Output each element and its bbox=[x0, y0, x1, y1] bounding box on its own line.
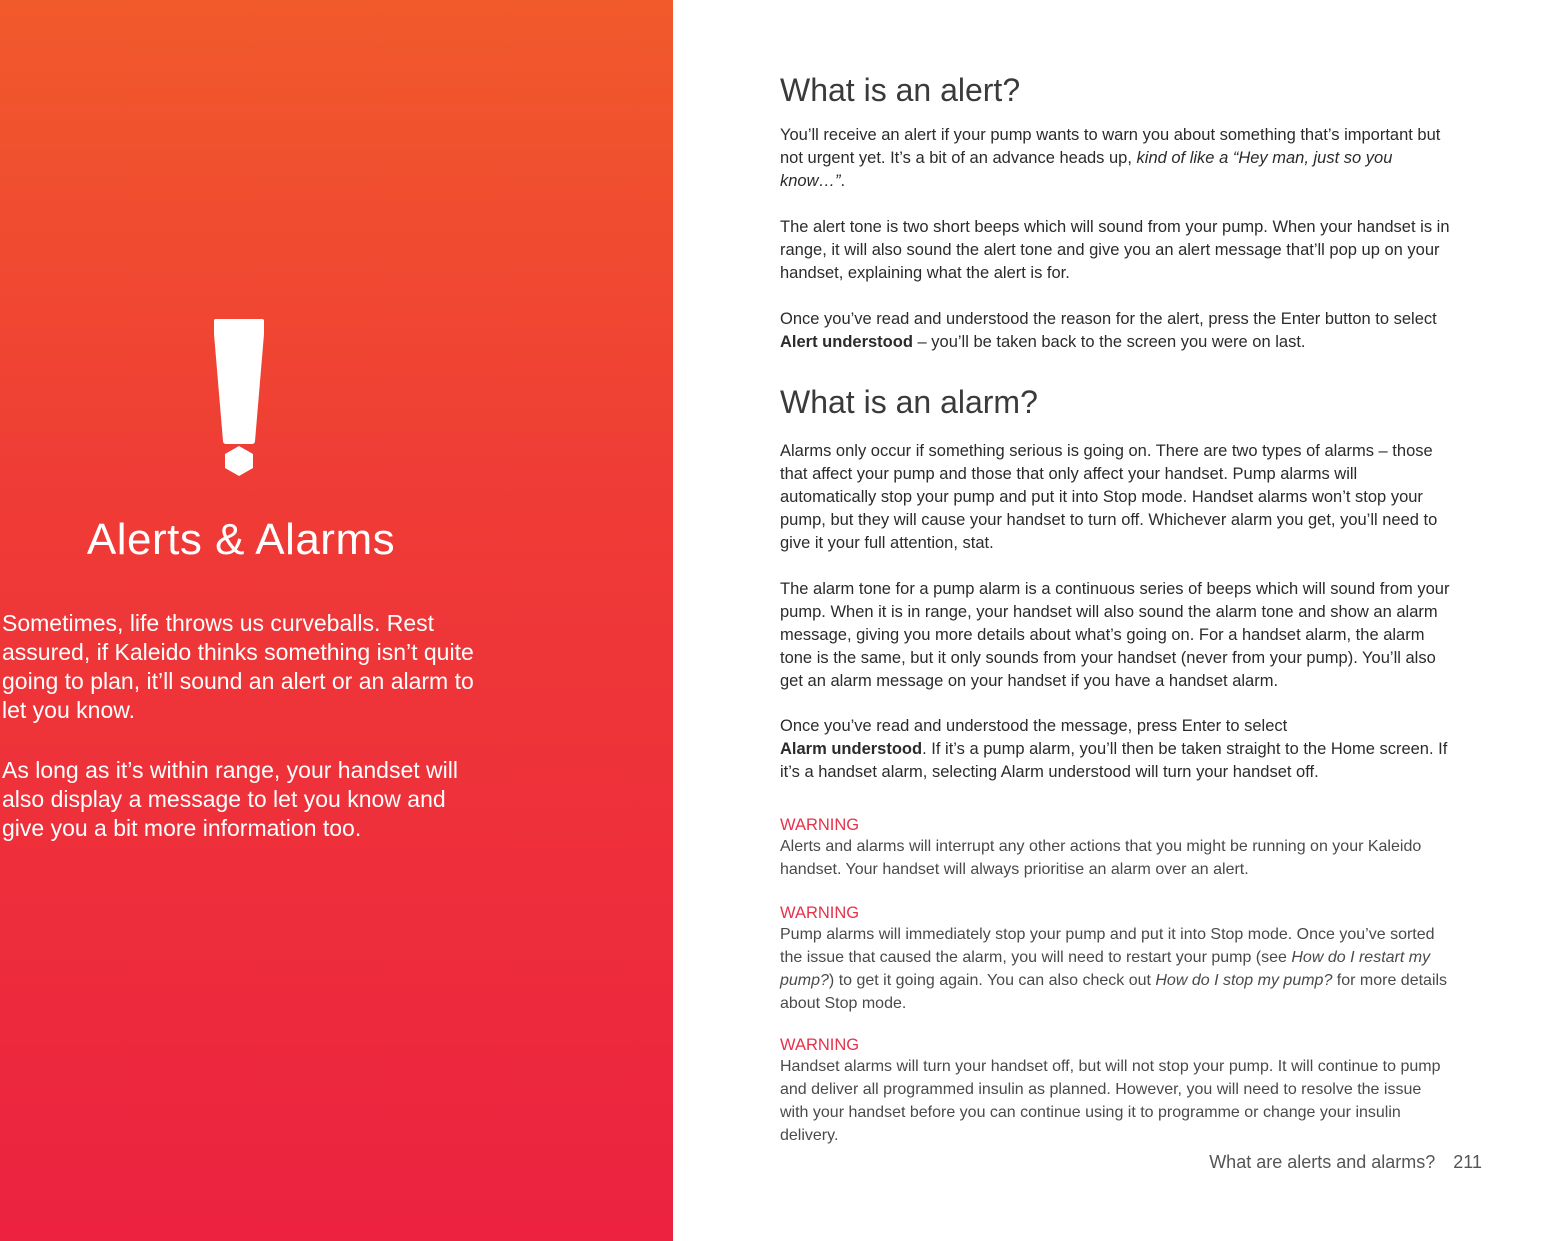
alarm-paragraph-1: Alarms only occur if something serious is going on. There are two types of alarms – those that affect your pump and those that only affect your handset. Pump alarms will automatically stop your pump and put it into Stop mode. Handset alarms won’t stop your pump, but they will cause your handset to turn off. Whichever alarm you get, you’ll need to give it your full attention, stat. bbox=[780, 442, 1438, 552]
alert-heading: What is an alert? bbox=[780, 72, 1021, 108]
chapter-cover-panel bbox=[0, 0, 673, 1241]
intro-paragraph-2: As long as it’s within range, your handset will also display a message to let you know and give you a bit more information too. bbox=[2, 757, 458, 841]
warning-label: WARNING bbox=[780, 816, 860, 834]
alert-paragraph-3: Once you’ve read and understood the reason for the alert, press the Enter button to select Alert understood – you’ll be taken back to the screen you were on last. bbox=[780, 310, 1437, 351]
footer-section-title: What are alerts and alarms? bbox=[1209, 1152, 1436, 1172]
exclamation-icon bbox=[214, 316, 264, 476]
alarm-heading: What is an alarm? bbox=[780, 384, 1038, 420]
warning-label: WARNING bbox=[780, 1036, 860, 1054]
warning-block-1 bbox=[780, 815, 1450, 881]
intro-paragraph-1: Sometimes, life throws us curveballs. Rest assured, if Kaleido thinks something isn’t quite going to plan, it’ll sound an alert or an alarm to let you know. bbox=[2, 610, 474, 723]
chapter-title: Alerts & Alarms bbox=[86, 515, 396, 564]
alarm-paragraph-2: The alarm tone for a pump alarm is a continuous series of beeps which will sound from your pump. When it is in range, your handset will also sound the alarm tone and show an alarm message, giving you more details about what’s going on. For a handset alarm, the alarm tone is the same, but it only sounds from your handset (never from your pump). You’ll also get an alarm message on your handset if you have a handset alarm. bbox=[780, 580, 1450, 690]
warning-text: Handset alarms will turn your handset off, but will not stop your pump. It will continue to pump and deliver all programmed insulin as planned. However, you will need to resolve the issue with your handset before you can continue using it to programme or change your insulin delivery. bbox=[780, 1058, 1441, 1144]
page-footer bbox=[1209, 1152, 1482, 1173]
alarm-paragraph-3: Once you’ve read and understood the message, press Enter to select Alarm understood. If it’s a pump alarm, you’ll then be taken straight to the Home screen. If it’s a handset alarm, selecting Alarm understood will turn your handset off. bbox=[780, 717, 1448, 781]
warning-text: Alerts and alarms will interrupt any other actions that you might be running on your Kaleido handset. Your handset will always prioritise an alarm over an alert. bbox=[780, 838, 1422, 878]
warning-text: Pump alarms will immediately stop your pump and put it into Stop mode. Once you’ve sorted the issue that caused the alarm, you will need to restart your pump (see How do I restart my pump?) to get it going again. You can also check out How do I stop my pump? for more details about Stop mode. bbox=[780, 926, 1448, 1012]
page-number: 211 bbox=[1453, 1152, 1482, 1172]
warning-label: WARNING bbox=[780, 904, 860, 922]
warning-block-3 bbox=[780, 1035, 1450, 1147]
warning-block-2 bbox=[780, 903, 1450, 1015]
alert-paragraph-1: You’ll receive an alert if your pump wants to warn you about something that’s important but not urgent yet. It’s a bit of an advance heads up, kind of like a “Hey man, just so you know…”. bbox=[780, 126, 1441, 190]
alert-paragraph-2: The alert tone is two short beeps which will sound from your pump. When your handset is in range, it will also sound the alert tone and give you an alert message that’ll pop up on your handset, explaining what the alert is for. bbox=[780, 218, 1450, 282]
